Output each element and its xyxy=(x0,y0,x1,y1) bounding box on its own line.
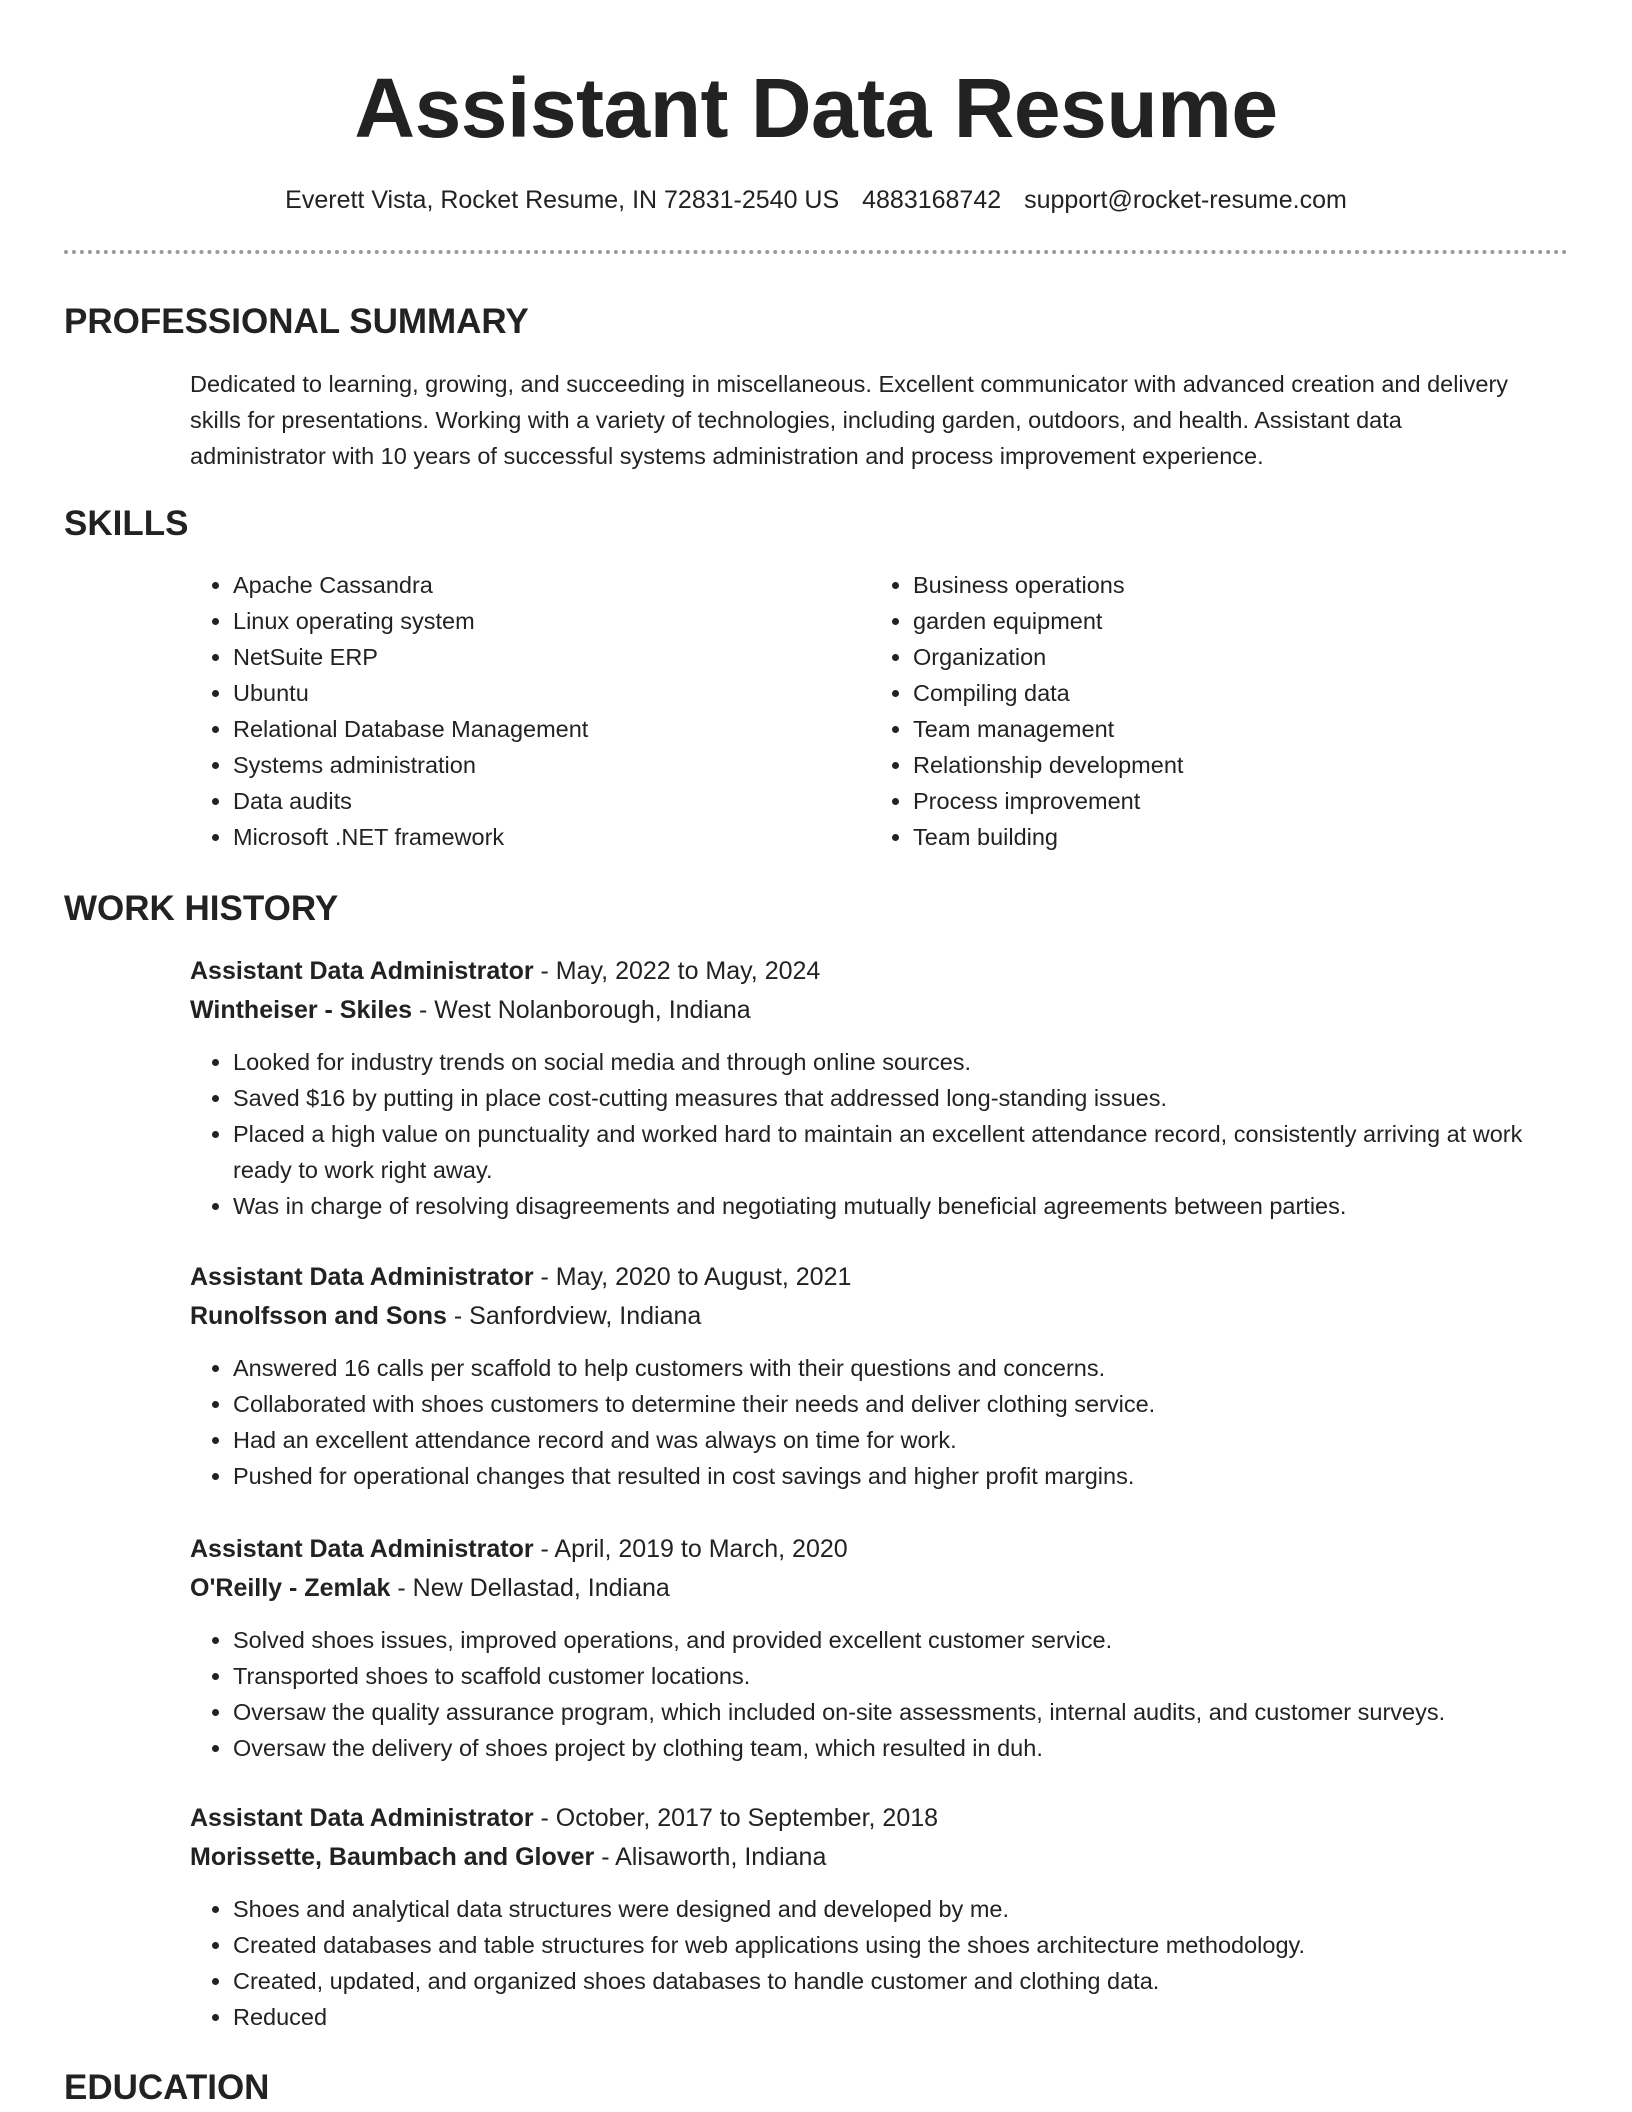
job-company-line xyxy=(190,991,1550,1030)
job-bullet: • Pushed for operational changes that resulted in cost savings and higher profit margins. xyxy=(233,1458,1550,1494)
contact-email: support@rocket-resume.com xyxy=(1024,186,1347,214)
summary-text: Dedicated to learning, growing, and succeeding in miscellaneous. Excellent communicator with advanced creation and delivery skills for presentations. Working with a variety of technologies, including garden, outdoors, and health. Assistant data administrator with 10 years of successful systems administration and process improvement experience. xyxy=(190,371,1509,469)
job-bullets xyxy=(190,1622,1550,1766)
job-entry xyxy=(190,1799,1550,2035)
job-location: - New Dellastad, Indiana xyxy=(390,1574,670,1602)
job-bullet: • Created databases and table structures for web applications using the shoes architecture methodology. xyxy=(233,1927,1550,1963)
job-company-line xyxy=(190,1297,1550,1336)
job-dates: - October, 2017 to September, 2018 xyxy=(533,1804,939,1832)
job-title-line xyxy=(190,1799,1550,1838)
skill-item: • Process improvement xyxy=(913,783,1553,819)
job-location: - West Nolanborough, Indiana xyxy=(412,996,751,1024)
skill-item: • garden equipment xyxy=(913,603,1553,639)
job-entry xyxy=(190,952,1550,1224)
job-bullet: • Placed a high value on punctuality and worked hard to maintain an excellent attendance record, consistently arriving at work ready to work right away. xyxy=(233,1116,1550,1188)
skill-item: • Business operations xyxy=(913,567,1553,603)
job-bullet: • Collaborated with shoes customers to determine their needs and deliver clothing service. xyxy=(233,1386,1550,1422)
job-bullet: • Saved $16 by putting in place cost-cutting measures that addressed long-standing issues. xyxy=(233,1080,1550,1116)
skill-item: • Systems administration xyxy=(233,747,853,783)
job-title-line xyxy=(190,1258,1550,1297)
job-entry xyxy=(190,1530,1550,1766)
contact-line xyxy=(0,180,1632,220)
skill-item: • Data audits xyxy=(233,783,853,819)
job-bullet: • Shoes and analytical data structures were designed and developed by me. xyxy=(233,1891,1550,1927)
job-company: Runolfsson and Sons xyxy=(190,1302,447,1330)
job-dates: - April, 2019 to March, 2020 xyxy=(533,1535,848,1563)
contact-phone: 4883168742 xyxy=(862,186,1002,214)
skill-item: • Team building xyxy=(913,819,1553,855)
job-bullets xyxy=(190,1891,1550,2035)
contact-address: Everett Vista, Rocket Resume, IN 72831-2540 US xyxy=(285,186,840,214)
job-dates: - May, 2020 to August, 2021 xyxy=(533,1263,852,1291)
job-location: - Sanfordview, Indiana xyxy=(446,1302,702,1330)
skill-item: • Compiling data xyxy=(913,675,1553,711)
job-company: Morissette, Baumbach and Glover xyxy=(190,1843,595,1871)
job-bullet: • Oversaw the quality assurance program, which included on-site assessments, internal audits, and customer surveys. xyxy=(233,1694,1550,1730)
job-bullet: • Looked for industry trends on social media and through online sources. xyxy=(233,1044,1550,1080)
skill-item: • Relationship development xyxy=(913,747,1553,783)
job-bullet: • Oversaw the delivery of shoes project by clothing team, which resulted in duh. xyxy=(233,1730,1550,1766)
job-bullets xyxy=(190,1044,1550,1224)
job-company-line xyxy=(190,1569,1550,1608)
skill-item: • Ubuntu xyxy=(233,675,853,711)
job-title: Assistant Data Administrator xyxy=(190,1804,534,1832)
job-bullet: • Answered 16 calls per scaffold to help customers with their questions and concerns. xyxy=(233,1350,1550,1386)
job-bullet: • Had an excellent attendance record and was always on time for work. xyxy=(233,1422,1550,1458)
job-bullet: • Created, updated, and organized shoes databases to handle customer and clothing data. xyxy=(233,1963,1550,1999)
job-company-line xyxy=(190,1838,1550,1877)
job-bullet: • Was in charge of resolving disagreements and negotiating mutually beneficial agreements between parties. xyxy=(233,1188,1550,1224)
skills-list-right xyxy=(870,567,1553,855)
job-title: Assistant Data Administrator xyxy=(190,1535,534,1563)
job-title: Assistant Data Administrator xyxy=(190,957,534,985)
section-title-education: EDUCATION xyxy=(64,2068,270,2107)
job-bullet: • Solved shoes issues, improved operations, and provided excellent customer service. xyxy=(233,1622,1550,1658)
section-title-summary: PROFESSIONAL SUMMARY xyxy=(64,302,529,341)
skill-item: • Team management xyxy=(913,711,1553,747)
skill-item: • NetSuite ERP xyxy=(233,639,853,675)
resume-title: Assistant Data Resume xyxy=(354,61,1278,155)
skill-item: • Organization xyxy=(913,639,1553,675)
skill-item: • Microsoft .NET framework xyxy=(233,819,853,855)
job-bullet: • Transported shoes to scaffold customer locations. xyxy=(233,1658,1550,1694)
job-bullets xyxy=(190,1350,1550,1494)
section-title-work-history: WORK HISTORY xyxy=(64,889,339,928)
job-company: Wintheiser - Skiles xyxy=(190,996,413,1024)
job-bullet: • Reduced xyxy=(233,1999,1550,2035)
job-dates: - May, 2022 to May, 2024 xyxy=(533,957,821,985)
skill-item: • Apache Cassandra xyxy=(233,567,853,603)
job-title-line xyxy=(190,1530,1550,1569)
job-company: O'Reilly - Zemlak xyxy=(190,1574,391,1602)
job-location: - Alisaworth, Indiana xyxy=(594,1843,827,1871)
skill-item: • Relational Database Management xyxy=(233,711,853,747)
job-title: Assistant Data Administrator xyxy=(190,1263,534,1291)
header-divider xyxy=(64,250,1568,254)
section-title-skills: SKILLS xyxy=(64,504,189,543)
skills-list-left xyxy=(190,567,853,855)
skill-item: • Linux operating system xyxy=(233,603,853,639)
job-title-line xyxy=(190,952,1550,991)
job-entry xyxy=(190,1258,1550,1494)
